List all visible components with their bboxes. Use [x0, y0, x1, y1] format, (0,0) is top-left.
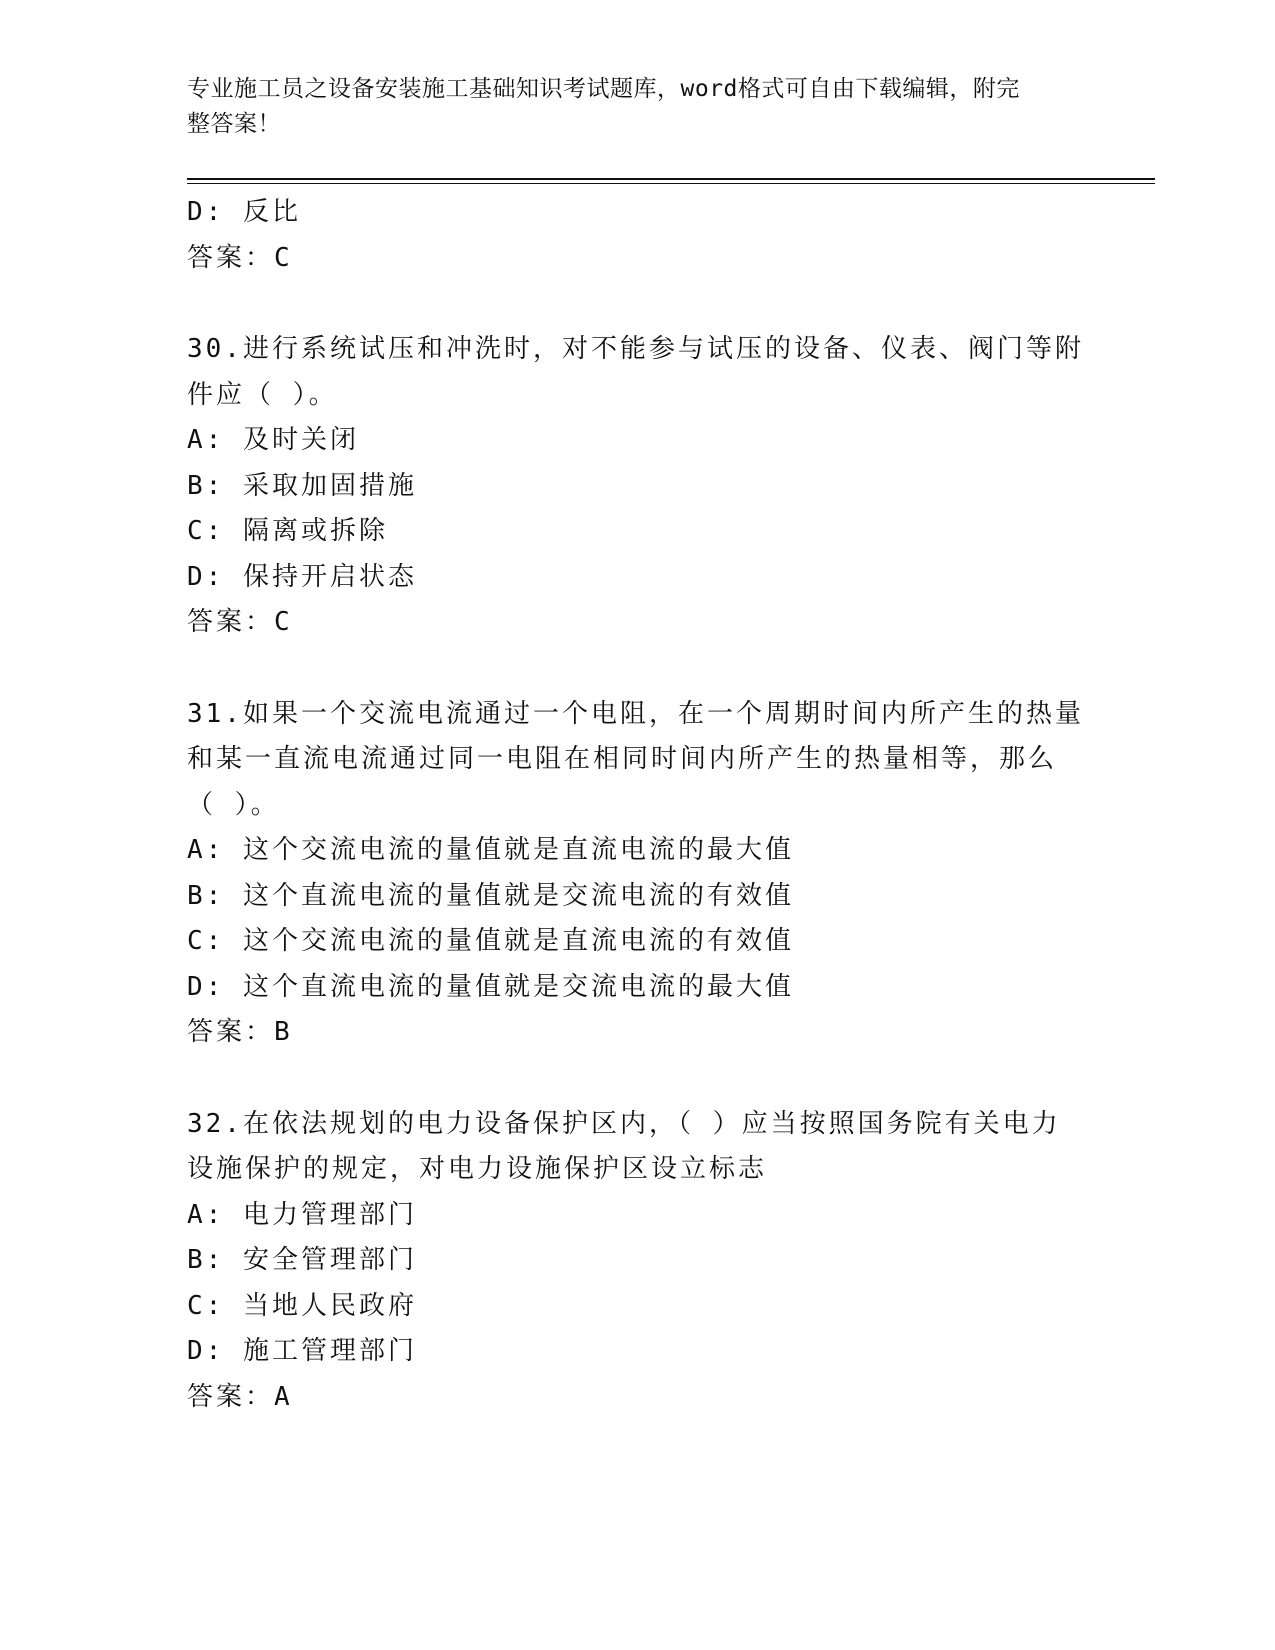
header-line-1: 专业施工员之设备安装施工基础知识考试题库，word格式可自由下载编辑，附完: [187, 76, 1020, 102]
document-header: [187, 72, 1067, 142]
question-32: [187, 1102, 1087, 1421]
option-c: C: 当地人民政府: [187, 1290, 417, 1321]
question-stem-line: 30.进行系统试压和冲洗时，对不能参与试压的设备、仪表、阀门等附: [187, 334, 1084, 364]
answer: 答案：C: [187, 607, 293, 637]
prev-answer: 答案：C: [187, 242, 293, 273]
question-stem-line: 32.在依法规划的电力设备保护区内，（ ）应当按照国务院有关电力: [187, 1108, 1061, 1139]
option-d: D: 这个直流电流的量值就是交流电流的最大值: [187, 971, 794, 1002]
header-divider-thick: [187, 178, 1155, 180]
question-stem-line: 件应（ ）。: [187, 379, 338, 410]
question-stem-line: 31.如果一个交流电流通过一个电阻，在一个周期时间内所产生的热量: [187, 698, 1084, 729]
spacer: [187, 281, 1087, 327]
spacer: [187, 1056, 1087, 1102]
answer: 答案：B: [187, 1017, 293, 1047]
spacer: [187, 646, 1087, 692]
header-line-2: 整答案！: [187, 111, 281, 137]
option-b: B: 这个直流电流的量值就是交流电流的有效值: [187, 880, 794, 911]
option-d: D: 施工管理部门: [187, 1336, 417, 1366]
question-content: [187, 190, 1087, 1420]
option-b: B: 安全管理部门: [187, 1245, 417, 1275]
question-stem-line: （ ）。: [187, 789, 280, 820]
question-30: [187, 327, 1087, 646]
option-a: A: 电力管理部门: [187, 1199, 417, 1230]
prev-option-d: D: 反比: [187, 197, 301, 227]
option-a: A: 及时关闭: [187, 425, 359, 455]
question-31: [187, 692, 1087, 1056]
option-d: D: 保持开启状态: [187, 561, 417, 592]
question-stem-line: 设施保护的规定，对电力设施保护区设立标志: [187, 1154, 768, 1184]
option-b: B: 采取加固措施: [187, 470, 417, 501]
option-c: C: 隔离或拆除: [187, 516, 388, 546]
question-stem-line: 和某一直流电流通过同一电阻在相同时间内所产生的热量相等，那么: [187, 744, 1058, 774]
header-divider-thin: [187, 183, 1155, 184]
answer: 答案：A: [187, 1381, 293, 1412]
option-a: A: 这个交流电流的量值就是直流电流的最大值: [187, 835, 794, 865]
option-c: C: 这个交流电流的量值就是直流电流的有效值: [187, 926, 794, 956]
